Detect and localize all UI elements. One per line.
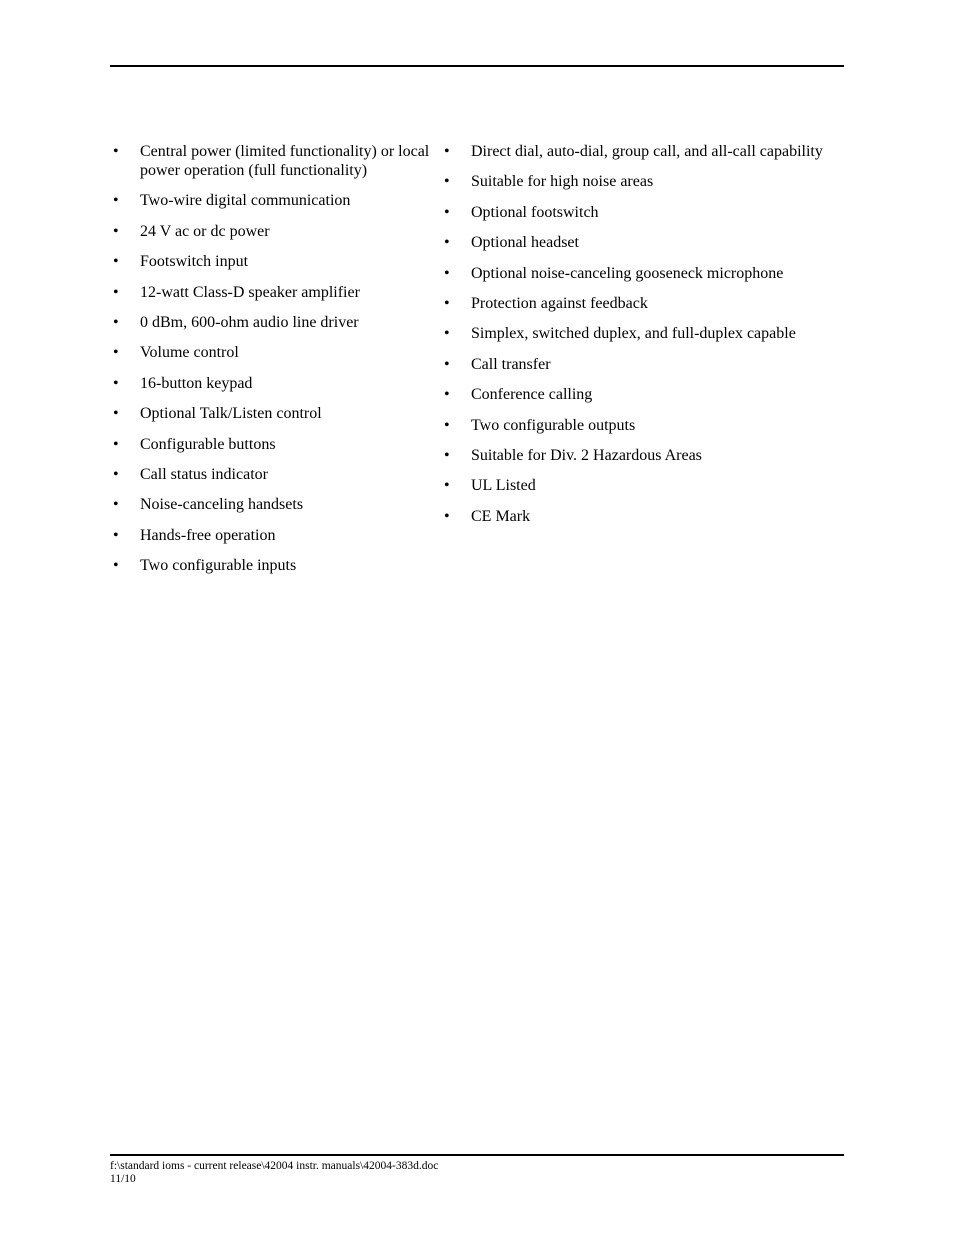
feature-item [110, 556, 435, 575]
bullet-icon: • [113, 344, 119, 362]
bullet-icon: • [444, 355, 450, 373]
feature-item [110, 404, 435, 423]
bullet-icon: • [113, 192, 119, 210]
bullet-icon: • [113, 222, 119, 240]
bullet-icon: • [113, 435, 119, 453]
feature-item [441, 507, 841, 526]
feature-item [441, 142, 841, 161]
bullet-icon: • [113, 557, 119, 575]
feature-item [110, 465, 435, 484]
feature-text: Direct dial, auto-dial, group call, and all-call capability [471, 143, 823, 160]
feature-item [441, 233, 841, 252]
feature-item [110, 374, 435, 393]
bullet-icon: • [113, 465, 119, 483]
feature-text: Volume control [140, 344, 239, 362]
bullet-icon: • [113, 143, 119, 160]
bullet-icon: • [444, 294, 450, 312]
feature-text: Simplex, switched duplex, and full-duplex capable [471, 325, 796, 343]
feature-text: Call transfer [471, 355, 551, 373]
feature-text: 0 dBm, 600-ohm audio line driver [140, 313, 359, 331]
bullet-icon: • [113, 313, 119, 331]
bullet-icon: • [113, 496, 119, 514]
footer-file-path: f:\standard ioms - current release\42004 instr. manuals\42004-383d.doc [110, 1160, 439, 1172]
feature-item [110, 313, 435, 332]
feature-text: Hands-free operation [140, 526, 276, 544]
bullet-icon: • [444, 507, 450, 525]
feature-item [441, 264, 841, 283]
feature-item [110, 191, 435, 210]
feature-text: 16-button keypad [140, 374, 253, 392]
bullet-icon: • [444, 173, 450, 191]
feature-text: Optional Talk/Listen control [140, 405, 322, 423]
header-rule [110, 65, 844, 67]
feature-item [110, 252, 435, 271]
feature-text: Footswitch input [140, 253, 249, 271]
bullet-icon: • [444, 264, 450, 282]
feature-text: 24 V ac or dc power [140, 222, 270, 240]
footer-rule [110, 1154, 844, 1156]
feature-text: UL Listed [471, 477, 536, 495]
bullet-icon: • [444, 416, 450, 434]
feature-item [441, 324, 841, 343]
feature-text: Optional noise-canceling gooseneck microphone [471, 264, 784, 282]
footer [110, 1160, 438, 1186]
feature-text: Call status indicator [140, 465, 268, 483]
feature-text: Optional headset [471, 234, 579, 252]
bullet-icon: • [444, 446, 450, 464]
feature-item [110, 222, 435, 241]
feature-item [110, 526, 435, 545]
bullet-icon: • [444, 143, 450, 160]
feature-item [110, 283, 435, 302]
feature-item [110, 142, 435, 180]
bullet-icon: • [444, 203, 450, 221]
feature-item [441, 355, 841, 374]
feature-item [441, 416, 841, 435]
feature-text: Two configurable outputs [471, 416, 636, 434]
feature-item [441, 172, 841, 191]
feature-item [441, 476, 841, 495]
feature-item [110, 435, 435, 454]
bullet-icon: • [444, 234, 450, 252]
feature-text: Suitable for Div. 2 Hazardous Areas [471, 446, 702, 464]
bullet-icon: • [113, 283, 119, 301]
feature-text: Configurable buttons [140, 435, 276, 453]
feature-text: 12-watt Class-D speaker amplifier [140, 283, 360, 301]
bullet-icon: • [444, 325, 450, 343]
feature-item [110, 495, 435, 514]
feature-text: Two-wire digital communication [140, 192, 351, 210]
feature-item [110, 343, 435, 362]
footer-date: 11/10 [110, 1173, 136, 1185]
bullet-icon: • [113, 526, 119, 544]
bullet-icon: • [113, 253, 119, 271]
feature-text: Noise-canceling handsets [140, 496, 304, 514]
feature-text: Two configurable inputs [140, 557, 297, 575]
bullet-icon: • [444, 477, 450, 495]
feature-item [441, 294, 841, 313]
feature-text: Protection against feedback [471, 294, 648, 312]
feature-text: Central power (limited functionality) or local power operation (full functionality) [140, 143, 430, 179]
bullet-icon: • [113, 405, 119, 423]
feature-item [441, 446, 841, 465]
feature-item [441, 203, 841, 222]
features-list-left [110, 142, 435, 586]
features-list-right [441, 142, 841, 537]
feature-text: CE Mark [471, 507, 531, 525]
feature-text: Optional footswitch [471, 203, 599, 221]
bullet-icon: • [444, 386, 450, 404]
bullet-icon: • [113, 374, 119, 392]
feature-text: Suitable for high noise areas [471, 173, 654, 191]
feature-text: Conference calling [471, 386, 593, 404]
feature-item [441, 385, 841, 404]
